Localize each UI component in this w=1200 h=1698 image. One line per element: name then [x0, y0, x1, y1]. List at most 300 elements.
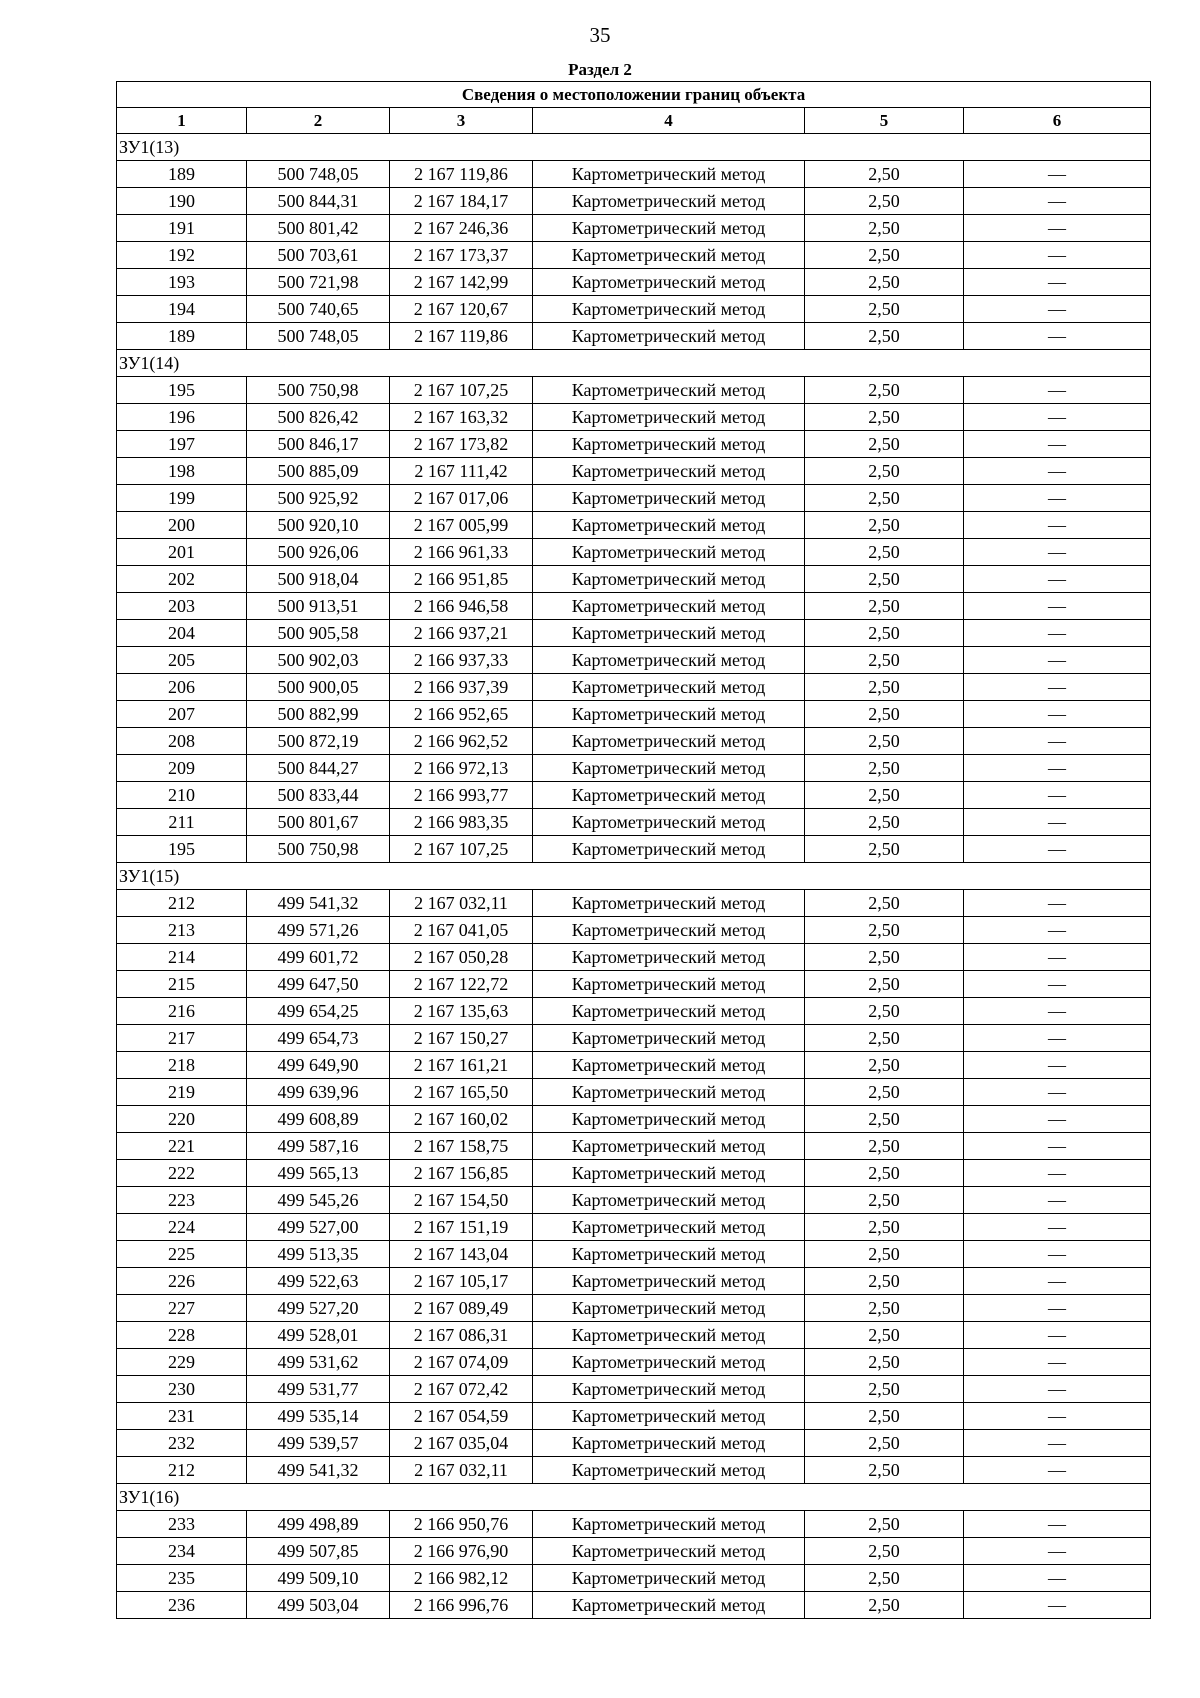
page-number: 35 [589, 23, 611, 47]
table-row [117, 998, 1151, 1025]
table-cell: 2 167 160,02 [390, 1106, 533, 1133]
table-cell: 2,50 [805, 1376, 964, 1403]
table-cell: 224 [117, 1214, 247, 1241]
table-cell: 2,50 [805, 1295, 964, 1322]
table-cell: Картометрический метод [533, 620, 805, 647]
table-cell: 208 [117, 728, 247, 755]
table-cell: — [964, 728, 1151, 755]
table-cell: 499 539,57 [247, 1430, 390, 1457]
table-cell: 2,50 [805, 1160, 964, 1187]
table-cell: 199 [117, 485, 247, 512]
table-cell: Картометрический метод [533, 1511, 805, 1538]
table-cell: Картометрический метод [533, 809, 805, 836]
table-cell: — [964, 647, 1151, 674]
table-cell: 206 [117, 674, 247, 701]
table-cell: 500 925,92 [247, 485, 390, 512]
table-title: Сведения о местоположении границ объекта [117, 82, 1151, 108]
table-cell: Картометрический метод [533, 161, 805, 188]
table-cell: — [964, 1025, 1151, 1052]
table-cell: — [964, 1430, 1151, 1457]
table-cell: 223 [117, 1187, 247, 1214]
table-cell: — [964, 1376, 1151, 1403]
table-cell: 500 900,05 [247, 674, 390, 701]
table-cell: — [964, 1538, 1151, 1565]
table-cell: Картометрический метод [533, 647, 805, 674]
table-cell: 2 167 107,25 [390, 377, 533, 404]
table-cell: — [964, 296, 1151, 323]
table-cell: 2 167 142,99 [390, 269, 533, 296]
table-cell: Картометрический метод [533, 188, 805, 215]
table-cell: 500 918,04 [247, 566, 390, 593]
table-cell: 500 882,99 [247, 701, 390, 728]
table-cell: 234 [117, 1538, 247, 1565]
table-cell: 499 527,00 [247, 1214, 390, 1241]
table-cell: — [964, 890, 1151, 917]
table-cell: Картометрический метод [533, 539, 805, 566]
table-row [117, 971, 1151, 998]
table-cell: Картометрический метод [533, 1079, 805, 1106]
table-cell: 499 587,16 [247, 1133, 390, 1160]
table-cell: Картометрический метод [533, 728, 805, 755]
table-cell: 2,50 [805, 836, 964, 863]
table-cell: 2,50 [805, 539, 964, 566]
table-cell: Картометрический метод [533, 998, 805, 1025]
table-cell: 500 902,03 [247, 647, 390, 674]
table-cell: 2 166 937,21 [390, 620, 533, 647]
table-cell: 196 [117, 404, 247, 431]
table-cell: 500 721,98 [247, 269, 390, 296]
table-cell: 2,50 [805, 1241, 964, 1268]
table-cell: 2,50 [805, 1349, 964, 1376]
table-cell: — [964, 998, 1151, 1025]
table-cell: 499 535,14 [247, 1403, 390, 1430]
table-cell: 2,50 [805, 242, 964, 269]
table-cell: 500 872,19 [247, 728, 390, 755]
table-cell: 2 167 150,27 [390, 1025, 533, 1052]
table-cell: 2 167 246,36 [390, 215, 533, 242]
group-row [117, 863, 1151, 890]
table-cell: 2,50 [805, 809, 964, 836]
table-cell: 2 167 035,04 [390, 1430, 533, 1457]
table-cell: — [964, 161, 1151, 188]
group-row [117, 1484, 1151, 1511]
table-cell: Картометрический метод [533, 1457, 805, 1484]
table-cell: Картометрический метод [533, 242, 805, 269]
table-cell: 2 167 156,85 [390, 1160, 533, 1187]
table-cell: 500 750,98 [247, 836, 390, 863]
table-cell: Картометрический метод [533, 971, 805, 998]
table-row [117, 1214, 1151, 1241]
group-label: ЗУ1(15) [117, 863, 1151, 890]
table-cell: 2,50 [805, 1322, 964, 1349]
table-cell: Картометрический метод [533, 674, 805, 701]
table-cell: 2 167 122,72 [390, 971, 533, 998]
table-cell: — [964, 566, 1151, 593]
table-cell: 2,50 [805, 1214, 964, 1241]
table-cell: 233 [117, 1511, 247, 1538]
table-cell: 2 166 993,77 [390, 782, 533, 809]
table-cell: Картометрический метод [533, 1160, 805, 1187]
table-cell: 190 [117, 188, 247, 215]
table-row [117, 1160, 1151, 1187]
table-cell: 200 [117, 512, 247, 539]
table-cell: Картометрический метод [533, 836, 805, 863]
table-cell: Картометрический метод [533, 377, 805, 404]
table-cell: 210 [117, 782, 247, 809]
table-cell: Картометрический метод [533, 404, 805, 431]
table-row [117, 1133, 1151, 1160]
table-cell: Картометрический метод [533, 566, 805, 593]
table-cell: 2,50 [805, 1187, 964, 1214]
table-cell: 2,50 [805, 1430, 964, 1457]
table-cell: Картометрический метод [533, 701, 805, 728]
table-cell: Картометрический метод [533, 1592, 805, 1619]
table-cell: 2,50 [805, 1106, 964, 1133]
column-header-row [117, 108, 1151, 134]
table-cell: — [964, 1592, 1151, 1619]
table-row [117, 1079, 1151, 1106]
table-cell: 2 166 937,33 [390, 647, 533, 674]
table-cell: 2 167 165,50 [390, 1079, 533, 1106]
table-cell: 500 833,44 [247, 782, 390, 809]
table-row [117, 1295, 1151, 1322]
table-cell: 2,50 [805, 1025, 964, 1052]
table-cell: 195 [117, 836, 247, 863]
table-cell: 193 [117, 269, 247, 296]
table-cell: Картометрический метод [533, 296, 805, 323]
column-header: 2 [247, 108, 390, 134]
group-label: ЗУ1(16) [117, 1484, 1151, 1511]
table-cell: Картометрический метод [533, 1133, 805, 1160]
table-cell: — [964, 1268, 1151, 1295]
table-cell: 2,50 [805, 755, 964, 782]
table-cell: Картометрический метод [533, 1052, 805, 1079]
table-cell: 499 654,73 [247, 1025, 390, 1052]
table-cell: 2 167 032,11 [390, 1457, 533, 1484]
table-cell: 2,50 [805, 1511, 964, 1538]
table-cell: 2 167 154,50 [390, 1187, 533, 1214]
table-cell: 235 [117, 1565, 247, 1592]
table-cell: 197 [117, 431, 247, 458]
table-cell: 499 507,85 [247, 1538, 390, 1565]
table-cell: 499 541,32 [247, 890, 390, 917]
table-cell: 2,50 [805, 647, 964, 674]
table-cell: 221 [117, 1133, 247, 1160]
table-row [117, 1457, 1151, 1484]
column-header: 3 [390, 108, 533, 134]
table-cell: — [964, 593, 1151, 620]
table-cell: 204 [117, 620, 247, 647]
table-cell: 2,50 [805, 1133, 964, 1160]
table-row [117, 1430, 1151, 1457]
table-cell: 2,50 [805, 917, 964, 944]
table-cell: 2 167 041,05 [390, 917, 533, 944]
group-label: ЗУ1(13) [117, 134, 1151, 161]
table-cell: 209 [117, 755, 247, 782]
table-row [117, 485, 1151, 512]
table-cell: 220 [117, 1106, 247, 1133]
table-cell: 500 846,17 [247, 431, 390, 458]
table-cell: 201 [117, 539, 247, 566]
table-cell: 225 [117, 1241, 247, 1268]
group-row [117, 350, 1151, 377]
table-cell: 2 167 111,42 [390, 458, 533, 485]
table-row [117, 1538, 1151, 1565]
table-cell: 228 [117, 1322, 247, 1349]
table-cell: 2,50 [805, 404, 964, 431]
table-cell: Картометрический метод [533, 1349, 805, 1376]
table-cell: 229 [117, 1349, 247, 1376]
table-row [117, 1403, 1151, 1430]
table-cell: 2,50 [805, 458, 964, 485]
table-cell: 198 [117, 458, 247, 485]
table-cell: 500 905,58 [247, 620, 390, 647]
table-cell: Картометрический метод [533, 458, 805, 485]
table-cell: 2,50 [805, 323, 964, 350]
table-cell: 2,50 [805, 1052, 964, 1079]
table-cell: 2 167 158,75 [390, 1133, 533, 1160]
table-cell: 2,50 [805, 188, 964, 215]
table-cell: Картометрический метод [533, 1187, 805, 1214]
table-cell: Картометрический метод [533, 1241, 805, 1268]
table-cell: 2,50 [805, 890, 964, 917]
table-cell: 500 703,61 [247, 242, 390, 269]
table-cell: — [964, 242, 1151, 269]
table-title-row [117, 82, 1151, 108]
table-cell: — [964, 1079, 1151, 1106]
table-cell: 2 167 151,19 [390, 1214, 533, 1241]
table-cell: 499 545,26 [247, 1187, 390, 1214]
table-cell: 215 [117, 971, 247, 998]
table-cell: 2 166 937,39 [390, 674, 533, 701]
table-row [117, 1592, 1151, 1619]
table-cell: Картометрический метод [533, 755, 805, 782]
table-cell: 2 167 107,25 [390, 836, 533, 863]
table-cell: 2 167 050,28 [390, 944, 533, 971]
table-cell: Картометрический метод [533, 1106, 805, 1133]
table-row [117, 1106, 1151, 1133]
table-cell: 2 167 072,42 [390, 1376, 533, 1403]
table-row [117, 701, 1151, 728]
table-cell: 2 167 005,99 [390, 512, 533, 539]
table-cell: — [964, 755, 1151, 782]
table-row [117, 1025, 1151, 1052]
table-cell: 2 167 184,17 [390, 188, 533, 215]
table-cell: 2 167 105,17 [390, 1268, 533, 1295]
table-row [117, 215, 1151, 242]
table-cell: 499 601,72 [247, 944, 390, 971]
table-cell: — [964, 1133, 1151, 1160]
section-title: Раздел 2 [568, 60, 632, 79]
table-row [117, 1322, 1151, 1349]
table-cell: Картометрический метод [533, 593, 805, 620]
table-cell: 2 167 119,86 [390, 323, 533, 350]
table-cell: Картометрический метод [533, 1430, 805, 1457]
table-row [117, 323, 1151, 350]
table-row [117, 647, 1151, 674]
table-cell: 2,50 [805, 161, 964, 188]
table-cell: 2 167 120,67 [390, 296, 533, 323]
table-cell: — [964, 1403, 1151, 1430]
table-row [117, 1052, 1151, 1079]
table-row [117, 1268, 1151, 1295]
table-cell: 2,50 [805, 296, 964, 323]
table-cell: 500 844,31 [247, 188, 390, 215]
table-cell: — [964, 1106, 1151, 1133]
table-cell: — [964, 1349, 1151, 1376]
table-cell: 2,50 [805, 1403, 964, 1430]
table-row [117, 728, 1151, 755]
table-cell: 2 166 946,58 [390, 593, 533, 620]
table-row [117, 1349, 1151, 1376]
table-cell: 499 531,62 [247, 1349, 390, 1376]
table-cell: 499 565,13 [247, 1160, 390, 1187]
table-cell: 2,50 [805, 728, 964, 755]
table-cell: Картометрический метод [533, 485, 805, 512]
table-cell: 2 167 089,49 [390, 1295, 533, 1322]
table-cell: 189 [117, 323, 247, 350]
table-cell: 2,50 [805, 1268, 964, 1295]
table-cell: — [964, 620, 1151, 647]
table-cell: 2,50 [805, 269, 964, 296]
table-body [117, 134, 1151, 1619]
table-cell: Картометрический метод [533, 1403, 805, 1430]
table-cell: 499 571,26 [247, 917, 390, 944]
table-row [117, 890, 1151, 917]
table-cell: 2 166 983,35 [390, 809, 533, 836]
table-cell: 214 [117, 944, 247, 971]
table-row [117, 944, 1151, 971]
table-cell: 232 [117, 1430, 247, 1457]
table-cell: 2,50 [805, 1592, 964, 1619]
table-cell: — [964, 431, 1151, 458]
table-cell: 500 826,42 [247, 404, 390, 431]
table-row [117, 431, 1151, 458]
table-cell: — [964, 323, 1151, 350]
table-cell: 219 [117, 1079, 247, 1106]
table-cell: — [964, 782, 1151, 809]
table-cell: 2,50 [805, 782, 964, 809]
table-cell: — [964, 215, 1151, 242]
table-cell: 499 522,63 [247, 1268, 390, 1295]
table-cell: 2,50 [805, 377, 964, 404]
table-row [117, 836, 1151, 863]
table-cell: — [964, 1187, 1151, 1214]
table-cell: 499 528,01 [247, 1322, 390, 1349]
table-cell: 203 [117, 593, 247, 620]
table-row [117, 917, 1151, 944]
table-cell: Картометрический метод [533, 782, 805, 809]
table-cell: 2,50 [805, 485, 964, 512]
table-cell: — [964, 404, 1151, 431]
table-cell: 2,50 [805, 674, 964, 701]
table-cell: Картометрический метод [533, 1565, 805, 1592]
table-cell: — [964, 1565, 1151, 1592]
table-cell: 189 [117, 161, 247, 188]
table-row [117, 1187, 1151, 1214]
table-cell: 217 [117, 1025, 247, 1052]
table-cell: — [964, 1295, 1151, 1322]
table-cell: 2 167 173,82 [390, 431, 533, 458]
table-cell: 499 527,20 [247, 1295, 390, 1322]
table-cell: 499 654,25 [247, 998, 390, 1025]
table-cell: 499 647,50 [247, 971, 390, 998]
table-cell: 213 [117, 917, 247, 944]
table-row [117, 458, 1151, 485]
table-cell: 205 [117, 647, 247, 674]
table-cell: 2 167 074,09 [390, 1349, 533, 1376]
table-cell: — [964, 917, 1151, 944]
table-cell: 216 [117, 998, 247, 1025]
table-cell: — [964, 485, 1151, 512]
table-row [117, 404, 1151, 431]
table-row [117, 593, 1151, 620]
table-cell: — [964, 1052, 1151, 1079]
table-cell: — [964, 1241, 1151, 1268]
table-cell: 212 [117, 890, 247, 917]
table-cell: 2 167 054,59 [390, 1403, 533, 1430]
table-cell: 194 [117, 296, 247, 323]
table-cell: 2 167 161,21 [390, 1052, 533, 1079]
table-cell: 2 166 962,52 [390, 728, 533, 755]
table-cell: 2 167 086,31 [390, 1322, 533, 1349]
table-cell: 500 920,10 [247, 512, 390, 539]
table-cell: 500 844,27 [247, 755, 390, 782]
table-cell: 2,50 [805, 944, 964, 971]
table-cell: 499 513,35 [247, 1241, 390, 1268]
table-cell: Картометрический метод [533, 1322, 805, 1349]
table-cell: — [964, 1511, 1151, 1538]
table-cell: 2,50 [805, 215, 964, 242]
table-row [117, 269, 1151, 296]
table-cell: 500 748,05 [247, 161, 390, 188]
table-row [117, 1376, 1151, 1403]
table-cell: 2,50 [805, 998, 964, 1025]
table-cell: 2 166 950,76 [390, 1511, 533, 1538]
table-cell: 500 750,98 [247, 377, 390, 404]
table-cell: 499 541,32 [247, 1457, 390, 1484]
table-cell: 500 885,09 [247, 458, 390, 485]
table-row [117, 1565, 1151, 1592]
table-cell: 231 [117, 1403, 247, 1430]
table-cell: — [964, 188, 1151, 215]
table-row [117, 809, 1151, 836]
table-cell: 2 167 143,04 [390, 1241, 533, 1268]
table-cell: 500 801,67 [247, 809, 390, 836]
table-cell: 499 639,96 [247, 1079, 390, 1106]
table-cell: Картометрический метод [533, 917, 805, 944]
table-cell: 499 509,10 [247, 1565, 390, 1592]
table-cell: — [964, 701, 1151, 728]
table-row [117, 539, 1151, 566]
table-cell: 218 [117, 1052, 247, 1079]
table-row [117, 1511, 1151, 1538]
table-cell: — [964, 1322, 1151, 1349]
table-cell: 192 [117, 242, 247, 269]
table-cell: 2,50 [805, 1538, 964, 1565]
table-cell: — [964, 674, 1151, 701]
table-cell: — [964, 944, 1151, 971]
table-cell: Картометрический метод [533, 1214, 805, 1241]
table-cell: 499 498,89 [247, 1511, 390, 1538]
column-header: 1 [117, 108, 247, 134]
table-row [117, 755, 1151, 782]
table-cell: 2,50 [805, 1457, 964, 1484]
table-cell: — [964, 539, 1151, 566]
table-row [117, 620, 1151, 647]
table-cell: — [964, 1214, 1151, 1241]
table-cell: 2 167 119,86 [390, 161, 533, 188]
